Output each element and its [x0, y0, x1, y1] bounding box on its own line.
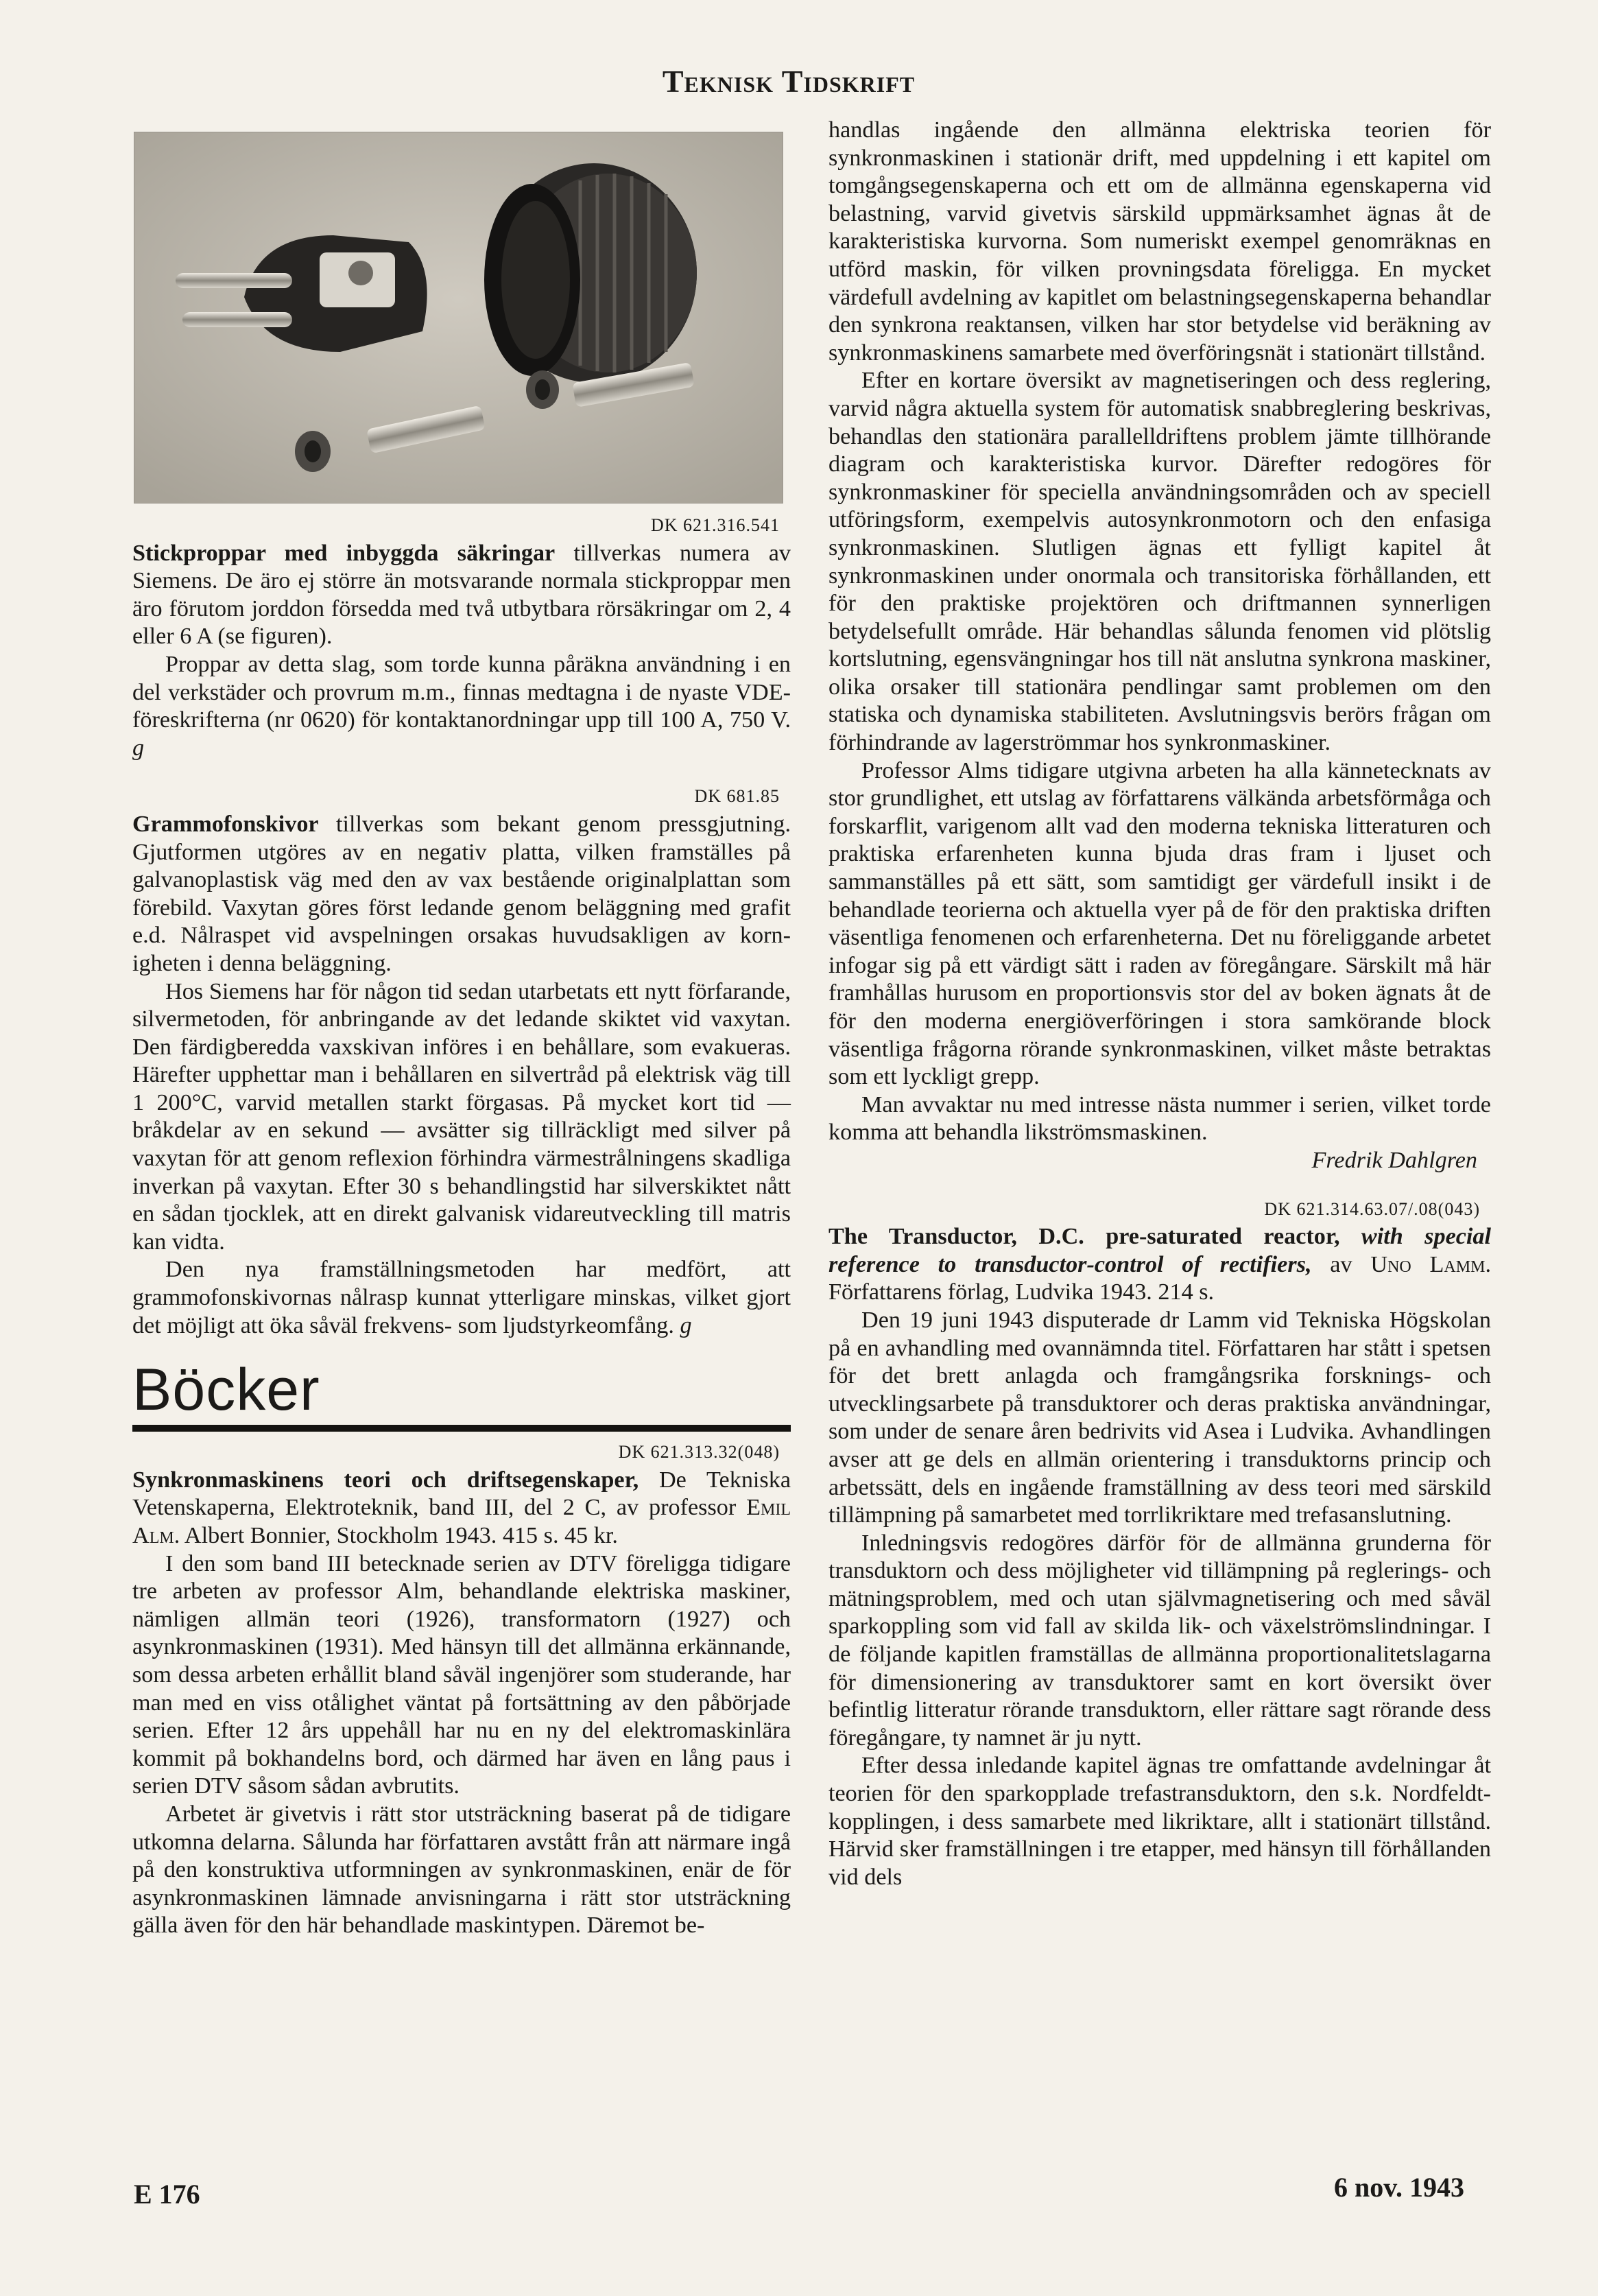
article-text: tillverkas numera av Siemens. De äro ej större än motsvarande normala stickproppar men äro förutom jorddon försedda med två utbytbara rörsäkringar om 2, 4 eller 6 A (se figuren). [132, 540, 791, 650]
author-initial: g [680, 1312, 692, 1338]
article-text [132, 1256, 791, 1340]
review-text: Den 19 juni 1943 disputerade dr Lamm vid Tekniska Högskolan på en avhandling med ovannämnda titel. Författaren har stått i spetsen för det brett anlagda och framgångsrika forsknings- och utvecklingsarbete på transduktorer och deras praktiska användningar, som under de senare åren bedrivits vid Asea i Ludvika. Avhandlingen avser att ge dels en allmän orientering i transduktorns princip och arbetssätt, dels en ingående framställning av dess teori med särskild tillämpning på samarbetet med torrlikriktare med trefasanslutning. [828, 1307, 1491, 1528]
book-title: Synkronmaskinens teori och driftsegenskaper, [132, 1467, 639, 1493]
review-text: Professor Alms tidigare utgivna arbeten ha alla kännetecknats av stor grundlighet, ett utslag av författarens välkända arbetsförmåga och forskarflit, varigenom allt vad den moderna tekniska litteraturen och praktiska erfarenheten kunna bjuda dras fram i ljuset och sammanställes på ett sätt, som samtidigt ger värdefull insikt i de behandlade teorierna och aktuella vyer på de för den praktiska driften väsentliga fenomenen och erfarenheterna. Det nu föreliggande arbetet infogar sig på ett värdigt sätt i raden av föregångare. Särskilt må här framhållas hurusom en proportionsvis stor del av boken ägnats åt de för den moderna energiöverföringen i stora samkörande block väsentliga frågorna rörande synkronmaskinen, vilket måste betraktas som ett lyckligt grepp. [828, 757, 1491, 1090]
review-text: I den som band III betecknade serien av DTV föreligga tidigare tre arbeten av professor Alm, behandlande elektriska maskiner, nämligen allmän teori (1926), transformatorn (1927) och asynkronmaskinen (1931). Med hänsyn till det allmänna erkännande, som dessa arbeten erhållit bland såväl ingenjörer som studerande, har man med en viss otålighet väntat på fortsättning av den påbörjade serien. Efter 12 års uppehåll har nu en ny del elektromaskinlära kommit på bokhandelns bord, och därmed har även en lång paus i serien DTV såsom sådan avbrutits. [132, 1550, 791, 1799]
author-name: Emil Alm [132, 1495, 791, 1548]
review-text: Arbetet är givetvis i rätt stor utsträckning baserat på de tidigare utkomna delarna. Sålunda har författaren avstått från att närmare ingå på den konstruktiva utformningen av synkronmaskinen, enär de för asynkronmaskinen lämnade anvisningarna i rätt stor utsträckning gälla även för den här behandlade maskintypen. Däremot be- [132, 1801, 791, 1939]
reference-text: . Författarens förlag, Ludvika 1943. 214 s. [828, 1251, 1491, 1305]
issue-date: 6 nov. 1943 [1334, 2172, 1465, 2203]
review-text: Inledningsvis redogöres därför för de allmänna grunderna för transduktorn och dess möjligheter vid tillämpning på reglerings- och mätningsproblem, med och utan självmagnetisering och med såväl sparkoppling som vid fall av skilda lik- och växelströmslindningar. I de följande kapitlen framställas de allmänna proportionalitetslagarna för dimensionering av transduktorer samt en kort översikt över befintlig litteratur rörande transduktorn, eller rättare sagt rörande dess föregångare, ty namnet är ju nytt. [828, 1530, 1491, 1751]
review-text: Efter en kortare översikt av magnetiseringen och dess reglering, varvid några aktuella system för automatisk snabbreglering beskrivas, behandlas den stationära parallelldriftens problem jämte tillhörande diagram och karakteristiska kurvor. Därefter redogöres för synkronmaskiner för speciella användningsområden och av speciell utföringsform, exempelvis autosynkronmotorn och den enfasiga synkronmaskinen. Slutligen ägnas ett fylligt kapitel åt synkronmaskinen under onormala och transitoriska förhållanden, ett för den praktiske projektören och driftmannen synnerligen betydelsefullt område. Här behandlas sålunda fenomen vid plötslig kortslutning, egensvängningar hos till nät anslutna synkrona maskiner, olika orsaker till stationära pendlingar samt problemen om den statiska och dynamiska stabiliteten. Avslutningsvis berörs frågan om förhindrande av lagerströmmar hos synkronmaskiner. [828, 368, 1491, 756]
right-column [828, 117, 1491, 1891]
article-title: Stickproppar med inbyggda säkringar [132, 540, 556, 566]
dk-code: DK 681.85 [694, 786, 780, 807]
book-subtitle: with special reference to transductor-control of rectifiers, [828, 1224, 1492, 1277]
reviewer-signature: Fredrik Dahlgren [1311, 1147, 1477, 1173]
book-reference [828, 1223, 1491, 1307]
dk-code: DK 621.314.63.07/.08(043) [1264, 1198, 1480, 1219]
paragraph-text: Proppar av detta slag, som torde kunna påräkna användning i en del verkstäder och provrum m.m., finnas medtagna i de nyaste VDE-föreskrifterna (nr 0620) för kontaktanordningar upp till 100 A, 750 V. [132, 651, 791, 733]
plug-fuse-photo [134, 132, 783, 504]
article-grammofonskivor [132, 811, 791, 978]
article-text: tillverkas som bekant genom pressgjutning. Gjutformen utgöres av en negativ platta, vilken framställes på galvanoplastisk väg med den av vax bestående originalplattan som förebild. Vaxytan göres först ledande genom beläggning med grafit e.d. Nålraspet vid avspelningen orsakas huvudsakligen av kornigheten i denna beläggning. [132, 811, 791, 976]
dk-code: DK 621.313.32(048) [618, 1442, 780, 1463]
article-stickproppar [132, 540, 791, 651]
page-number: E 176 [134, 2179, 200, 2210]
masthead: Teknisk Tidskrift [662, 64, 916, 99]
reference-text: . Albert Bonnier, Stockholm 1943. 415 s. 45 kr. [174, 1523, 618, 1548]
paragraph-text: Den nya framställningsmetoden har medfört, att grammofonskivornas nålrasp kunnat ytterligare minskas, vilket gjort det möjligt att öka såväl frekvens- som ljudstyrkeomfång. [132, 1257, 791, 1338]
article-text: Hos Siemens har för någon tid sedan utarbetats ett nytt förfarande, silvermetoden, för anbringande av det ledande skiktet vid vaxytan. Den färdigberedda vaxskivan införes i en behållare, som evakueras. Härefter upphettar man i behållaren en silvertråd på elektrisk väg till 1 200°C, varvid metallen starkt förgasas. På mycket kort tid — bråkdelar av en sekund — avsätter sig tillräckligt med silver på vaxytan för att genom reflexion förhindra värmestrålningens skadliga inverkan på vaxytan. Efter 30 s behandlingstid har silverskiktet nått en sådan tjocklek, att en direkt galvanisk vidareutveckling till matris kan vidta. [132, 978, 791, 1255]
section-rule [132, 1425, 791, 1432]
review-text: Man avvaktar nu med intresse nästa nummer i serien, vilket torde komma att behandla likströmsmaskinen. [828, 1091, 1491, 1146]
section-heading: Böcker [132, 1357, 320, 1423]
book-title: The Transductor, D.C. pre-saturated reactor, [828, 1224, 1340, 1250]
review-text: Efter dessa inledande kapitel ägnas tre omfattande avdelningar åt teorien för den sparkopplade trefastransduktorn, den s.k. Nordfeldt-kopplingen, i dess samarbete med likriktare, allt i stationärt tillstånd. Härvid sker framställningen i tre etapper, med hänsyn till förhållanden vid dels [828, 1753, 1491, 1890]
reference-text: av [1311, 1251, 1371, 1277]
article-text [132, 651, 791, 762]
article-title: Grammofonskivor [132, 811, 319, 837]
reference-text: De Tekniska Vetenskaperna, Elektroteknik, band III, del 2 C, av professor [132, 1467, 791, 1521]
book-reference [132, 1467, 791, 1550]
dk-code: DK 621.316.541 [650, 515, 780, 535]
author-name: Uno Lamm [1370, 1251, 1486, 1277]
author-initial: g [132, 735, 145, 761]
left-column [132, 132, 791, 1940]
review-text: handlas ingående den allmänna elektriska teorien för synkronmaskinen i stationär drift, med uppdelning i ett kapitel om tomgångsegenskaperna och ett om de allmänna egenskaperna vid belastning, varvid givetvis särskild uppmärksamhet ägnas åt de karakteristiska kurvorna. Som numeriskt exempel genomräknas en utförd maskin, för vilken provningsdata föreligga. En mycket värdefull avdelning av kapitlet om belastningsegenskaperna behandlar den synkrona reaktansen, vilken har stor betydelse vid beräkning av synkronmaskinens samarbete med överföringsnät i stationärt tillstånd. [828, 117, 1491, 366]
